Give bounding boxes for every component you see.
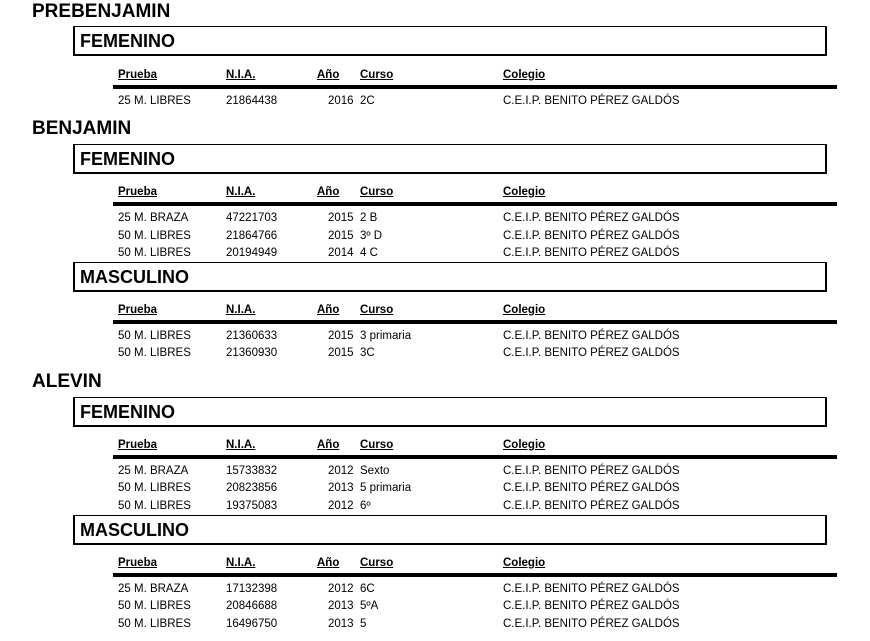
table-row	[0, 329, 870, 343]
cell-prueba: 50 M. LIBRES	[118, 330, 191, 342]
cell-curso: 5 primaria	[360, 482, 412, 494]
header-curso: Curso	[360, 304, 394, 316]
group-box	[73, 397, 827, 427]
header-rule	[113, 320, 837, 324]
header-colegio: Colegio	[503, 304, 546, 316]
header-anio: Año	[317, 69, 340, 81]
cell-colegio: C.E.I.P. BENITO PÉREZ GALDÓS	[503, 330, 680, 342]
cell-anio: 2015	[328, 347, 354, 359]
cell-prueba: 50 M. LIBRES	[118, 230, 191, 242]
table-header	[0, 303, 870, 317]
table-header	[0, 185, 870, 199]
cell-nia: 20823856	[226, 482, 278, 494]
cell-prueba: 25 M. BRAZA	[118, 212, 189, 224]
cell-colegio: C.E.I.P. BENITO PÉREZ GALDÓS	[503, 465, 680, 477]
cell-nia: 47221703	[226, 212, 278, 224]
cell-anio: 2015	[328, 230, 354, 242]
cell-nia: 19375083	[226, 500, 278, 512]
header-curso: Curso	[360, 186, 394, 198]
cell-curso: 6C	[360, 583, 375, 595]
header-rule	[113, 455, 837, 459]
cell-curso: 5ºA	[360, 600, 379, 612]
cell-curso: 5	[360, 618, 367, 630]
cell-nia: 21864766	[226, 230, 278, 242]
cell-colegio: C.E.I.P. BENITO PÉREZ GALDÓS	[503, 230, 680, 242]
cell-anio: 2013	[328, 600, 354, 612]
cell-prueba: 50 M. LIBRES	[118, 600, 191, 612]
cell-nia: 20846688	[226, 600, 278, 612]
table-row	[0, 246, 870, 260]
cell-prueba: 25 M. BRAZA	[118, 583, 189, 595]
cell-prueba: 25 M. LIBRES	[118, 95, 191, 107]
header-nia: N.I.A.	[226, 439, 256, 451]
group-title: FEMENINO	[80, 402, 176, 422]
cell-anio: 2015	[328, 212, 354, 224]
header-prueba: Prueba	[118, 69, 157, 81]
table-row	[0, 211, 870, 225]
cell-anio: 2012	[328, 583, 354, 595]
cell-nia: 21864438	[226, 95, 278, 107]
group-box	[73, 515, 827, 545]
table-row	[0, 599, 870, 613]
group-title: MASCULINO	[80, 520, 189, 540]
group-box	[73, 144, 827, 174]
cell-anio: 2012	[328, 465, 354, 477]
cell-colegio: C.E.I.P. BENITO PÉREZ GALDÓS	[503, 347, 680, 359]
header-colegio: Colegio	[503, 439, 546, 451]
cell-prueba: 50 M. LIBRES	[118, 347, 191, 359]
header-curso: Curso	[360, 439, 394, 451]
header-colegio: Colegio	[503, 69, 546, 81]
group-title: FEMENINO	[80, 31, 176, 51]
cell-curso: Sexto	[360, 465, 390, 477]
cell-anio: 2012	[328, 500, 354, 512]
cell-colegio: C.E.I.P. BENITO PÉREZ GALDÓS	[503, 618, 680, 630]
header-rule	[113, 202, 837, 206]
table-row	[0, 499, 870, 513]
table-header	[0, 556, 870, 570]
category-title: BENJAMIN	[32, 118, 132, 139]
header-prueba: Prueba	[118, 439, 157, 451]
cell-anio: 2016	[328, 95, 354, 107]
cell-prueba: 50 M. LIBRES	[118, 500, 191, 512]
cell-nia: 21360930	[226, 347, 278, 359]
table-row	[0, 617, 870, 631]
cell-curso: 3C	[360, 347, 375, 359]
table-header	[0, 68, 870, 82]
header-nia: N.I.A.	[226, 186, 256, 198]
header-anio: Año	[317, 304, 340, 316]
category-title: PREBENJAMIN	[32, 1, 171, 22]
header-rule	[113, 85, 837, 89]
cell-colegio: C.E.I.P. BENITO PÉREZ GALDÓS	[503, 482, 680, 494]
header-colegio: Colegio	[503, 186, 546, 198]
header-colegio: Colegio	[503, 557, 546, 569]
cell-curso: 6º	[360, 500, 371, 512]
cell-nia: 16496750	[226, 618, 278, 630]
table-header	[0, 438, 870, 452]
cell-anio: 2015	[328, 330, 354, 342]
cell-colegio: C.E.I.P. BENITO PÉREZ GALDÓS	[503, 600, 680, 612]
cell-prueba: 25 M. BRAZA	[118, 465, 189, 477]
header-prueba: Prueba	[118, 186, 157, 198]
category-title: ALEVIN	[32, 371, 102, 392]
cell-colegio: C.E.I.P. BENITO PÉREZ GALDÓS	[503, 247, 680, 259]
table-row	[0, 481, 870, 495]
header-rule	[113, 573, 837, 577]
table-row	[0, 582, 870, 596]
cell-curso: 3º D	[360, 230, 383, 242]
cell-prueba: 50 M. LIBRES	[118, 482, 191, 494]
table-row	[0, 464, 870, 478]
header-anio: Año	[317, 186, 340, 198]
cell-nia: 17132398	[226, 583, 278, 595]
cell-colegio: C.E.I.P. BENITO PÉREZ GALDÓS	[503, 583, 680, 595]
cell-anio: 2013	[328, 618, 354, 630]
cell-colegio: C.E.I.P. BENITO PÉREZ GALDÓS	[503, 95, 680, 107]
cell-prueba: 50 M. LIBRES	[118, 247, 191, 259]
header-curso: Curso	[360, 69, 394, 81]
header-anio: Año	[317, 557, 340, 569]
cell-curso: 4 C	[360, 247, 378, 259]
header-curso: Curso	[360, 557, 394, 569]
cell-anio: 2014	[328, 247, 354, 259]
cell-curso: 2C	[360, 95, 375, 107]
cell-nia: 20194949	[226, 247, 278, 259]
cell-anio: 2013	[328, 482, 354, 494]
group-box	[73, 26, 827, 56]
cell-curso: 3 primaria	[360, 330, 412, 342]
table-row	[0, 346, 870, 360]
header-nia: N.I.A.	[226, 557, 256, 569]
header-prueba: Prueba	[118, 304, 157, 316]
cell-colegio: C.E.I.P. BENITO PÉREZ GALDÓS	[503, 212, 680, 224]
cell-nia: 15733832	[226, 465, 278, 477]
cell-nia: 21360633	[226, 330, 278, 342]
group-box	[73, 262, 827, 292]
table-row	[0, 229, 870, 243]
header-anio: Año	[317, 439, 340, 451]
cell-prueba: 50 M. LIBRES	[118, 618, 191, 630]
cell-colegio: C.E.I.P. BENITO PÉREZ GALDÓS	[503, 500, 680, 512]
header-prueba: Prueba	[118, 557, 157, 569]
group-title: FEMENINO	[80, 149, 176, 169]
group-title: MASCULINO	[80, 267, 189, 287]
table-row	[0, 94, 870, 108]
header-nia: N.I.A.	[226, 304, 256, 316]
header-nia: N.I.A.	[226, 69, 256, 81]
cell-curso: 2 B	[360, 212, 378, 224]
